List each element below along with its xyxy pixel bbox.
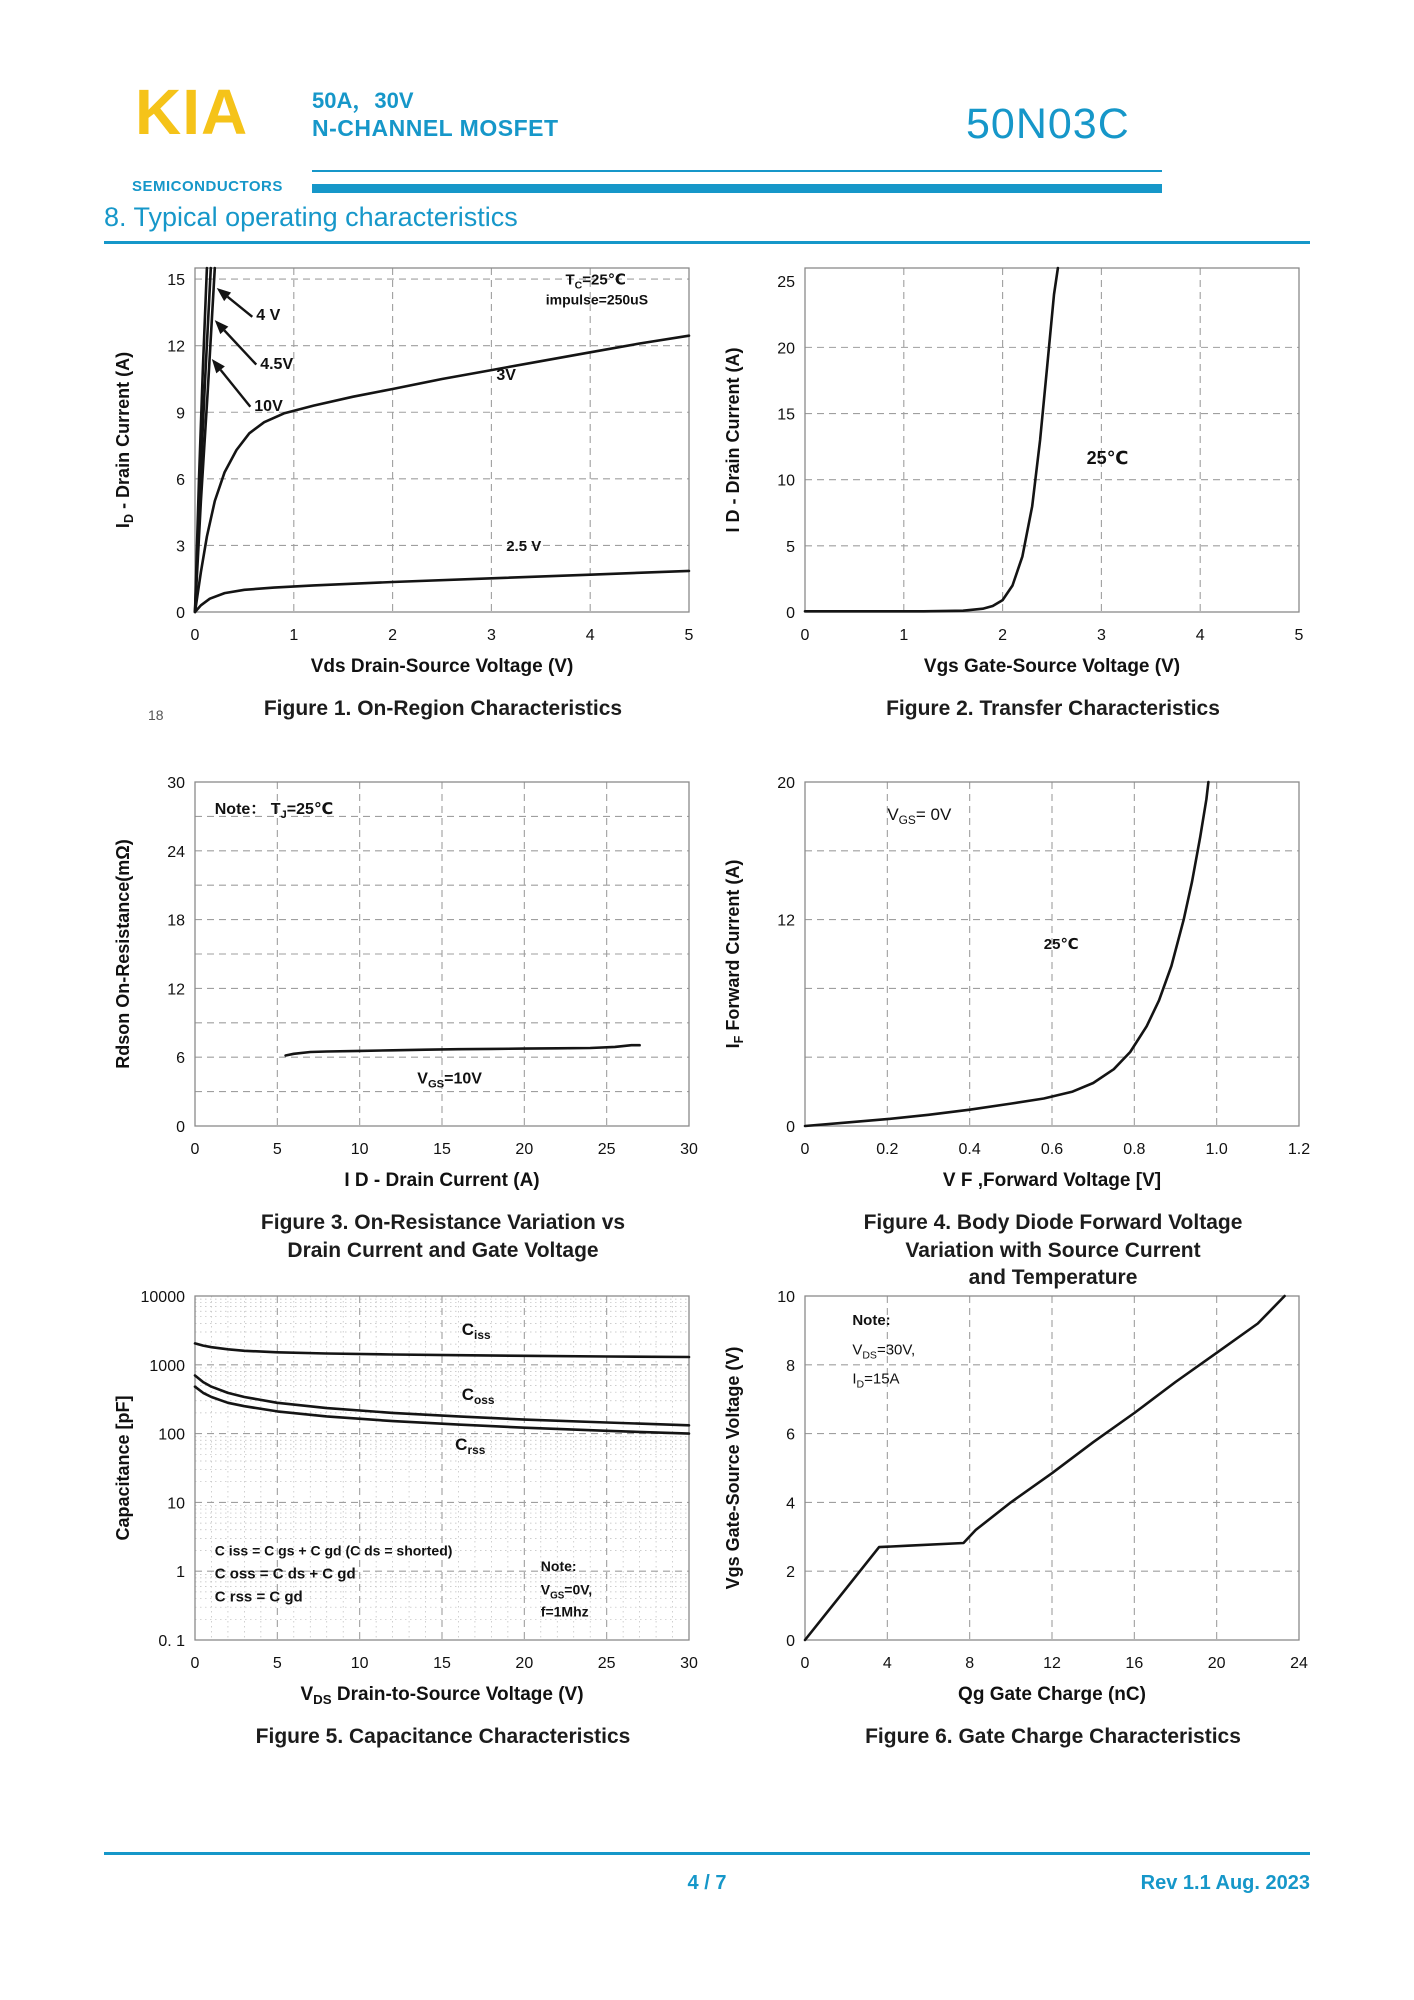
svg-text:C rss = C gd: C rss = C gd [214, 1588, 303, 1606]
section-title: 8. Typical operating characteristics [104, 202, 518, 232]
svg-text:0: 0 [786, 1633, 795, 1650]
svg-text:25: 25 [597, 1141, 616, 1158]
svg-text:1000: 1000 [149, 1357, 185, 1375]
svg-text:15: 15 [433, 1141, 451, 1158]
svg-text:25℃: 25℃ [1086, 447, 1129, 468]
figure-2 [713, 252, 1313, 723]
svg-text:12: 12 [167, 981, 185, 999]
svg-text:4 V: 4 V [256, 307, 281, 325]
header-subtitle [312, 88, 559, 142]
figure-4-caption-line2: Variation with Source Current [905, 1238, 1201, 1262]
svg-text:6: 6 [786, 1426, 795, 1444]
svg-text:3V: 3V [496, 367, 516, 385]
svg-text:0: 0 [786, 1119, 795, 1136]
svg-text:4: 4 [786, 1495, 795, 1513]
svg-text:ID - Drain Current (A): $I_D$ - Drain Current (A) [113, 351, 136, 529]
svg-text:20: 20 [515, 1141, 534, 1158]
svg-text:30: 30 [680, 1141, 698, 1158]
svg-text:20: 20 [515, 1655, 534, 1672]
svg-text:0: 0 [800, 1141, 810, 1158]
svg-text:Vgs Gate-Source Voltage (V): Vgs Gate-Source Voltage (V) [923, 656, 1181, 677]
svg-text:12: 12 [777, 912, 795, 930]
figure-3 [103, 766, 703, 1264]
figure-3-caption-line1: Figure 3. On-Resistance Variation vs [260, 1211, 626, 1234]
svg-text:1: 1 [176, 1564, 185, 1582]
svg-text:1.0: 1.0 [1205, 1141, 1228, 1158]
svg-text:1: 1 [899, 627, 909, 644]
svg-text:15: 15 [167, 272, 185, 290]
svg-text:0.2: 0.2 [876, 1141, 899, 1158]
svg-text:10: 10 [777, 1289, 795, 1306]
svg-text:6: 6 [176, 471, 185, 489]
svg-text:10: 10 [350, 1655, 369, 1672]
svg-text:Note： TJ=25℃: Note： $T_J=25℃$ [214, 801, 334, 822]
svg-text:0: 0 [800, 1655, 810, 1672]
rating-line: 50A，30V [312, 88, 414, 113]
svg-text:Rdson On-Resistance(mΩ): Rdson On-Resistance(mΩ) [113, 839, 133, 1069]
footer-rule [104, 1852, 1310, 1855]
svg-text:12: 12 [167, 338, 185, 356]
svg-text:0.6: 0.6 [1040, 1141, 1064, 1158]
svg-text:100: 100 [158, 1426, 185, 1444]
svg-text:9: 9 [176, 405, 185, 423]
page-indicator: 4 / 7 [687, 1872, 727, 1894]
svg-text:24: 24 [167, 843, 185, 861]
svg-text:0: 0 [190, 1141, 200, 1158]
svg-text:2: 2 [388, 627, 398, 644]
figure-4-caption-line3: and Temperature [968, 1266, 1138, 1290]
figure-1-chart [103, 252, 703, 684]
figure-4-chart [713, 766, 1313, 1198]
svg-text:6: 6 [176, 1050, 185, 1068]
figure-5 [103, 1280, 703, 1751]
svg-text:18: 18 [167, 912, 185, 930]
svg-text:VDS Drain-to-Source Voltage (: $V_{DS}$ Drain-to-Source Voltage (V) [300, 1684, 584, 1707]
header-rule-thin [312, 170, 1162, 172]
svg-text:2.5 V: 2.5 V [506, 537, 542, 555]
svg-text:4.5V: 4.5V [260, 355, 294, 373]
svg-text:3: 3 [176, 538, 185, 556]
svg-text:12: 12 [1043, 1655, 1061, 1672]
svg-text:0: 0 [786, 605, 795, 622]
part-number: 50N03C [966, 100, 1130, 148]
svg-text:4: 4 [882, 1655, 892, 1672]
svg-text:10: 10 [777, 472, 795, 490]
svg-text:10: 10 [167, 1495, 185, 1513]
svg-text:4: 4 [1195, 627, 1205, 644]
svg-text:5: 5 [786, 538, 795, 556]
svg-text:ID=15A: $I_D=15A$ [852, 1370, 900, 1391]
svg-text:5: 5 [1294, 627, 1304, 644]
svg-text:15: 15 [433, 1655, 451, 1672]
svg-text:C oss = C ds + C gd: C oss = C ds + C gd [214, 1565, 356, 1583]
figure-6-caption: Figure 6. Gate Charge Characteristics [865, 1725, 1241, 1748]
svg-text:Vds Drain-Source Voltage (V): Vds Drain-Source Voltage (V) [310, 656, 574, 677]
svg-text:25℃: 25℃ [1043, 935, 1079, 953]
svg-text:20: 20 [777, 775, 795, 792]
svg-text:Capacitance [pF]: Capacitance [pF] [113, 1395, 133, 1541]
svg-text:Note:: Note: [852, 1312, 891, 1330]
svg-text:8: 8 [786, 1357, 795, 1375]
figure-1 [103, 252, 703, 723]
svg-text:10000: 10000 [140, 1289, 185, 1306]
svg-text:10V: 10V [254, 398, 283, 416]
svg-text:0.4: 0.4 [958, 1141, 981, 1158]
svg-text:5: 5 [272, 1141, 282, 1158]
figure-1-caption: Figure 1. On-Region Characteristics [263, 697, 623, 720]
svg-text:I D - Drain Current (A): I D - Drain Current (A) [723, 347, 743, 533]
svg-text:0: 0 [190, 1655, 200, 1672]
svg-text:1: 1 [289, 627, 299, 644]
svg-text:25: 25 [597, 1655, 616, 1672]
svg-text:f=1Mhz: f=1Mhz [540, 1603, 589, 1620]
figure-3-caption [103, 1209, 703, 1264]
svg-text:3: 3 [1096, 627, 1106, 644]
svg-text:VDS=30V,: $V_{DS}=30V$, [852, 1341, 916, 1362]
revision-label: Rev 1.1 Aug. 2023 [1140, 1872, 1310, 1894]
header-rule-thick [312, 184, 1162, 193]
kia-logo: KIA [135, 76, 249, 148]
figure-5-caption: Figure 5. Capacitance Characteristics [255, 1725, 631, 1748]
figure-5-chart [103, 1280, 703, 1712]
svg-text:2: 2 [786, 1564, 795, 1582]
figure-6 [713, 1280, 1313, 1751]
svg-text:16: 16 [1125, 1655, 1144, 1672]
figure-6-chart [713, 1280, 1313, 1712]
svg-text:0: 0 [176, 605, 185, 622]
svg-text:0: 0 [800, 627, 810, 644]
svg-text:0: 0 [190, 627, 200, 644]
svg-text:I D - Drain Current (A): I D - Drain Current (A) [344, 1170, 540, 1191]
section-underline [104, 241, 1310, 244]
logo-subtitle: SEMICONDUCTORS [132, 178, 283, 195]
svg-text:IF Forward Current (A): $I_F$ Forward Current (A) [723, 859, 746, 1049]
svg-text:TC=25℃: $T_C=25℃$ [565, 271, 626, 292]
figure-3-caption-line2: Drain Current and Gate Voltage [287, 1238, 599, 1262]
svg-text:30: 30 [680, 1655, 698, 1672]
svg-text:VGS=10V: $V_{GS}=10V$ [417, 1070, 482, 1091]
figure-4 [713, 766, 1313, 1292]
svg-text:Vgs Gate-Source Voltage (V): Vgs Gate-Source Voltage (V) [723, 1346, 743, 1590]
svg-text:2: 2 [998, 627, 1008, 644]
svg-text:24: 24 [1290, 1655, 1308, 1672]
svg-text:8: 8 [965, 1655, 975, 1672]
svg-text:V F ,Forward Voltage [V]: V F ,Forward Voltage [V] [942, 1170, 1162, 1191]
svg-text:0.8: 0.8 [1123, 1141, 1146, 1158]
svg-text:Note:: Note: [540, 1558, 577, 1575]
svg-text:impulse=250uS: impulse=250uS [545, 291, 649, 308]
svg-text:15: 15 [777, 406, 795, 424]
svg-text:30: 30 [167, 775, 185, 792]
svg-text:4: 4 [585, 627, 595, 644]
figure-4-caption-line1: Figure 4. Body Diode Forward Voltage [863, 1211, 1243, 1234]
device-type-line: N-CHANNEL MOSFET [312, 115, 559, 141]
svg-text:20: 20 [1207, 1655, 1226, 1672]
svg-text:20: 20 [777, 340, 795, 358]
stray-number: 18 [148, 707, 164, 723]
svg-text:5: 5 [684, 627, 694, 644]
svg-text:VGS=0V,: $V_{GS}=0V$, [540, 1581, 593, 1602]
svg-text:0. 1: 0. 1 [158, 1633, 185, 1650]
svg-text:Ciss: $C_{iss}$ [461, 1320, 491, 1343]
svg-text:1.2: 1.2 [1287, 1141, 1311, 1158]
svg-text:C iss = C gs + C gd (C ds = sh: C iss = C gs + C gd (C ds = shorted) [214, 1542, 453, 1559]
figure-2-chart [713, 252, 1313, 684]
svg-text:10: 10 [350, 1141, 369, 1158]
svg-text:VGS= 0V: $V_{GS}= 0V$ [887, 804, 952, 827]
svg-text:Coss: $C_{oss}$ [461, 1384, 495, 1407]
svg-text:Qg Gate Charge (nC): Qg Gate Charge (nC) [958, 1684, 1146, 1705]
svg-text:3: 3 [486, 627, 496, 644]
svg-text:25: 25 [777, 274, 795, 292]
figure-2-caption: Figure 2. Transfer Characteristics [886, 697, 1220, 720]
svg-text:5: 5 [272, 1655, 282, 1672]
svg-text:0: 0 [176, 1119, 185, 1136]
figure-3-chart [103, 766, 703, 1198]
svg-text:Crss: $C_{rss}$ [455, 1434, 486, 1457]
